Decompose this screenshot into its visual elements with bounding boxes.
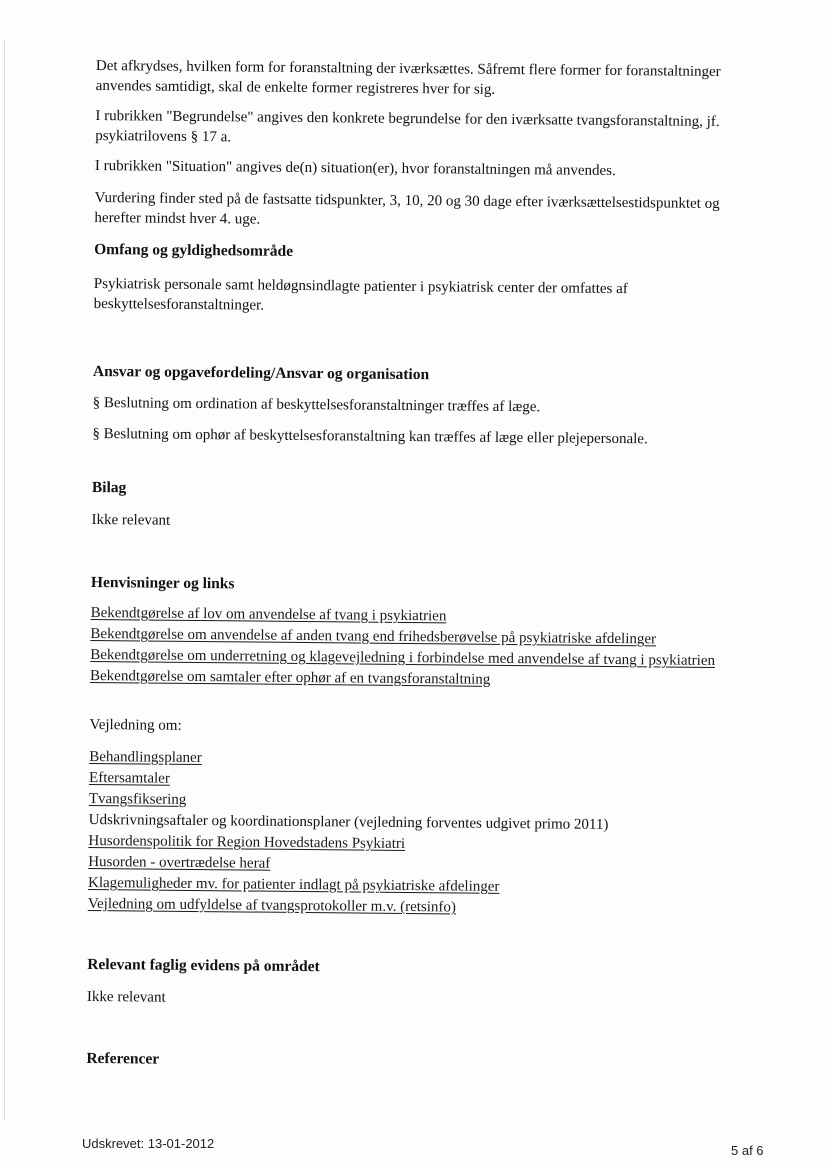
link-husorden-overtraedelse[interactable]: Husorden - overtrædelse heraf: [88, 853, 271, 872]
link-husordenspolitik[interactable]: Husordenspolitik for Region Hovedstadens Psykiatri: [88, 832, 406, 853]
link-behandlingsplaner[interactable]: Behandlingsplaner: [89, 748, 202, 767]
scan-edge: [4, 40, 5, 1120]
link-klagemuligheder[interactable]: Klagemuligheder mv. for patienter indlagt på psykiatriske afdelinger: [87, 874, 500, 895]
link-tvangsprotokoller-retsinfo[interactable]: Vejledning om udfyldelse af tvangsprotokoller m.v. (retsinfo): [87, 895, 457, 916]
item-udskrivningsaftaler: Udskrivningsaftaler og koordinationsplaner (vejledning forventes udgivet primo 2011): [88, 811, 609, 833]
henvisninger-links: [90, 603, 741, 693]
heading-evidens: Relevant faglig evidens på området: [87, 955, 320, 976]
vejledning-list: [88, 747, 740, 921]
paragraph-omfang: Psykiatrisk personale samt heldøgnsindlagte patienter i psykiatrisk center der omfattes af beskyttelsesforanstaltninger.: [93, 275, 628, 314]
paragraph-afkrydses: Det afkrydses, hvilken form for foranstaltning der iværksættes. Såfremt flere former for foranstaltninger anvendes samtidigt, skal de enkelte former registreres hver for sig.: [95, 57, 721, 98]
heading-referencer: Referencer: [86, 1049, 160, 1068]
bilag-text: Ikke relevant: [91, 511, 171, 529]
link-samtaler-efter-ophoer[interactable]: Bekendtgørelse om samtaler efter ophør af en tvangsforanstaltning: [89, 667, 491, 688]
heading-omfang: Omfang og gyldighedsområde: [94, 240, 294, 260]
link-anden-tvang[interactable]: Bekendtgørelse om anvendelse af anden tvang end frihedsberøvelse på psykiatriske afdelinger: [90, 625, 657, 648]
heading-bilag: Bilag: [91, 478, 127, 497]
link-underretning-klagevejledning[interactable]: Bekendtgørelse om underretning og klagevejledning i forbindelse med anvendelse af tvang i psykiatrien: [90, 646, 716, 669]
ansvar-line-ordination: § Beslutning om ordination af beskyttelsesforanstaltninger træffes af læge.: [92, 394, 541, 416]
page-content: [86, 56, 746, 1075]
footer-printed-date: Udskrevet: 13-01-2012: [82, 1136, 215, 1151]
paragraph-begrundelse: I rubrikken "Begrundelse" angives den konkrete begrundelse for den iværksatte tvangsforanstaltning, jf. psykiatrilovens § 17 a.: [95, 107, 720, 146]
paragraph-vurdering: Vurdering finder sted på de fastsatte tidspunkter, 3, 10, 20 og 30 dage efter iværksættelsestidspunktet og herefter mindst hver 4. uge.: [94, 189, 720, 228]
ansvar-line-ophoer: § Beslutning om ophør af beskyttelsesforanstaltning kan træffes af læge eller plejepersonale.: [92, 425, 648, 448]
heading-vejledning: Vejledning om:: [89, 716, 182, 734]
heading-ansvar: Ansvar og opgavefordeling/Ansvar og organisation: [92, 362, 430, 384]
heading-henvisninger: Henvisninger og links: [90, 573, 235, 593]
footer-page-number: 5 af 6: [731, 1143, 764, 1158]
link-eftersamtaler[interactable]: Eftersamtaler: [88, 769, 170, 787]
evidens-text: Ikke relevant: [86, 988, 166, 1006]
paragraph-situation: I rubrikken "Situation" angives de(n) situation(er), hvor foranstaltningen må anvendes.: [94, 157, 616, 179]
link-tvangsfiksering[interactable]: Tvangsfiksering: [88, 790, 187, 808]
link-lov-tvang-psykiatri[interactable]: Bekendtgørelse af lov om anvendelse af tvang i psykiatrien: [90, 604, 447, 625]
